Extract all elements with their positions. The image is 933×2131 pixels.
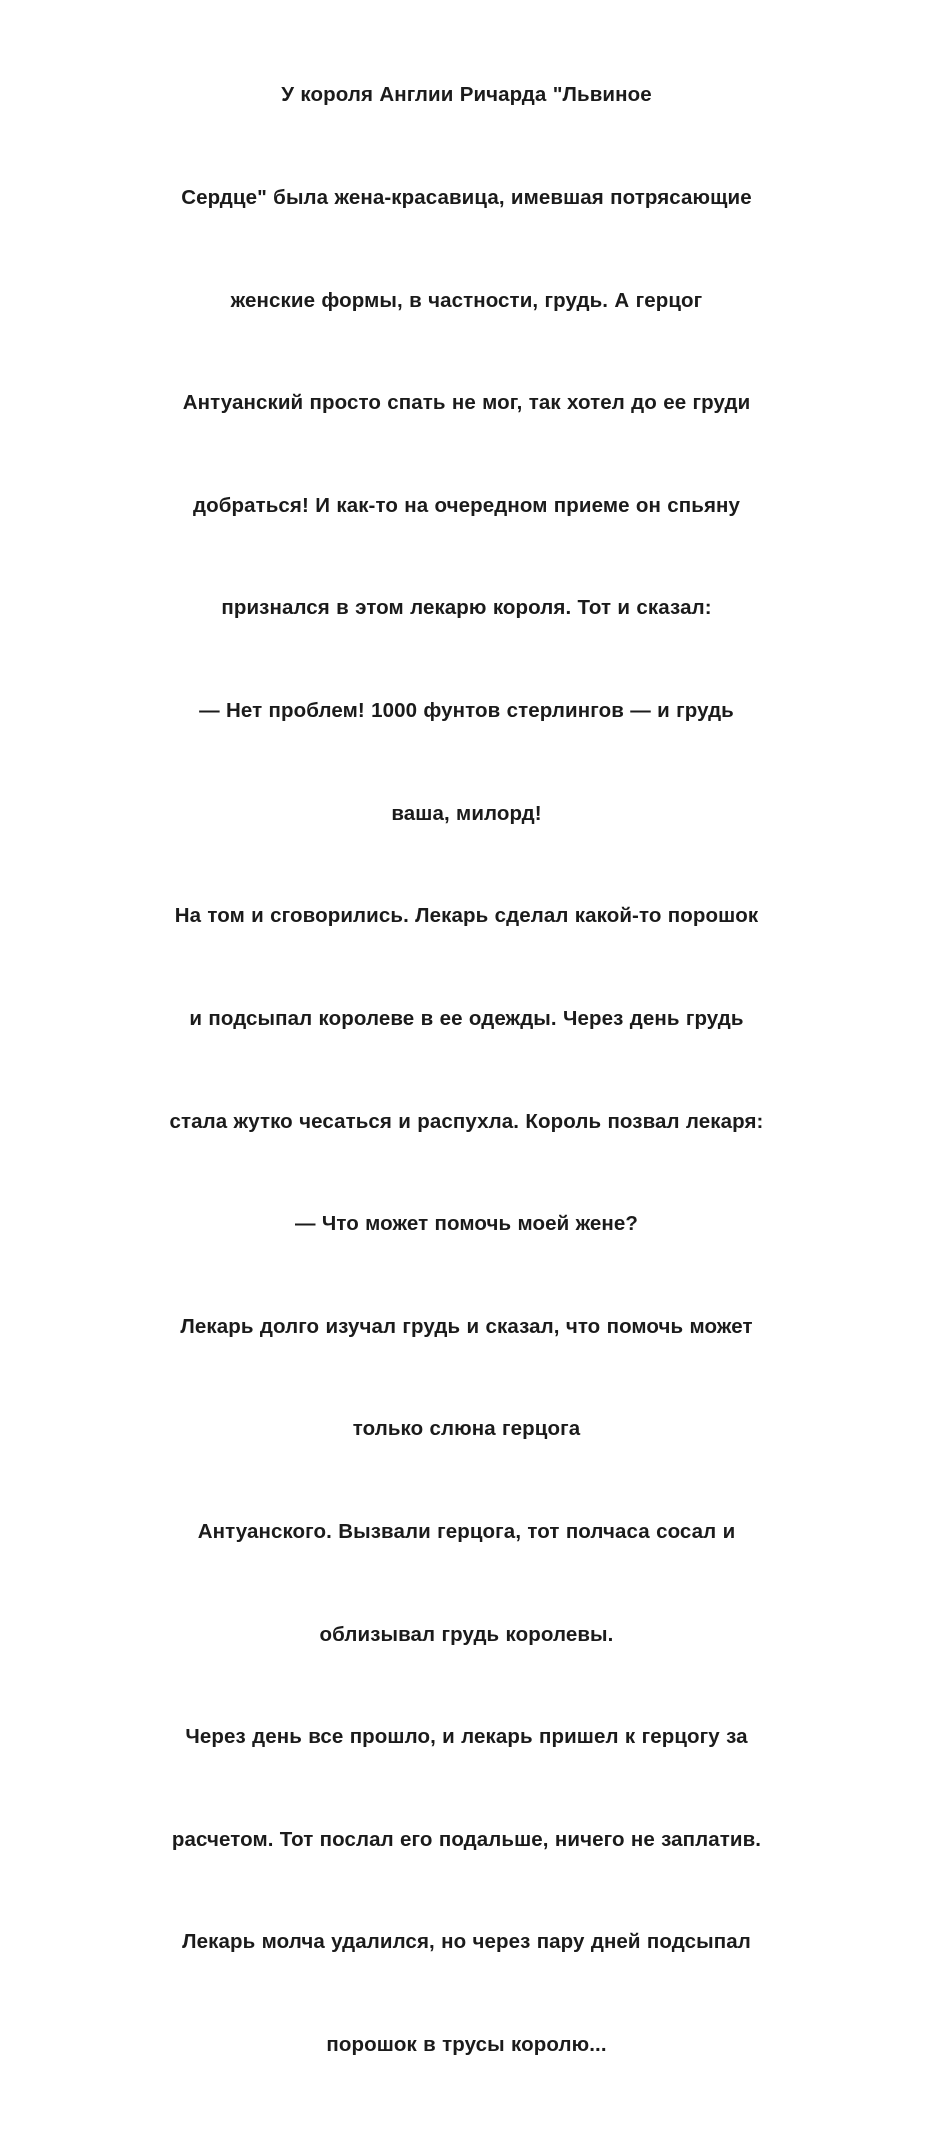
text-line: Лекарь долго изучал грудь и сказал, что помочь может bbox=[180, 1314, 753, 1338]
text-line: только слюна герцога bbox=[352, 1417, 581, 1441]
text-line: Через день все прошло, и лекарь пришел к герцогу за bbox=[185, 1725, 748, 1749]
text-line: порошок в трусы королю... bbox=[326, 2032, 607, 2056]
text-line: признался в этом лекарю короля. Тот и сказал: bbox=[221, 596, 712, 620]
joke-text-block bbox=[78, 10, 855, 2131]
text-line: и подсыпал королеве в ее одежды. Через день грудь bbox=[189, 1006, 744, 1030]
text-line: стала жутко чесаться и распухла. Король позвал лекаря: bbox=[169, 1109, 764, 1133]
text-line: Антуанского. Вызвали герцога, тот полчаса сосал и bbox=[197, 1519, 736, 1543]
text-line: Сердце" была жена-красавица, имевшая потрясающие bbox=[181, 186, 752, 210]
text-line: — Что может помочь моей жене? bbox=[294, 1212, 639, 1236]
text-line: Лекарь молча удалился, но через пару дней подсыпал bbox=[182, 1930, 751, 1954]
text-line: женские формы, в частности, грудь. А герцог bbox=[230, 288, 703, 312]
text-line: На том и сговорились. Лекарь сделал какой-то порошок bbox=[174, 904, 759, 928]
text-line: Антуанский просто спать не мог, так хотел до ее груди bbox=[182, 391, 751, 415]
text-line: добраться! И как-то на очередном приеме он спьяну bbox=[192, 493, 741, 517]
text-line: У короля Англии Ричарда "Львиное bbox=[281, 83, 652, 107]
text-line: — Нет проблем! 1000 фунтов стерлингов — и грудь bbox=[199, 699, 734, 723]
text-line: расчетом. Тот послал его подальше, ничего не заплатив. bbox=[171, 1827, 762, 1851]
text-line: облизывал грудь королевы. bbox=[319, 1622, 614, 1646]
text-line: ваша, милорд! bbox=[391, 801, 542, 825]
